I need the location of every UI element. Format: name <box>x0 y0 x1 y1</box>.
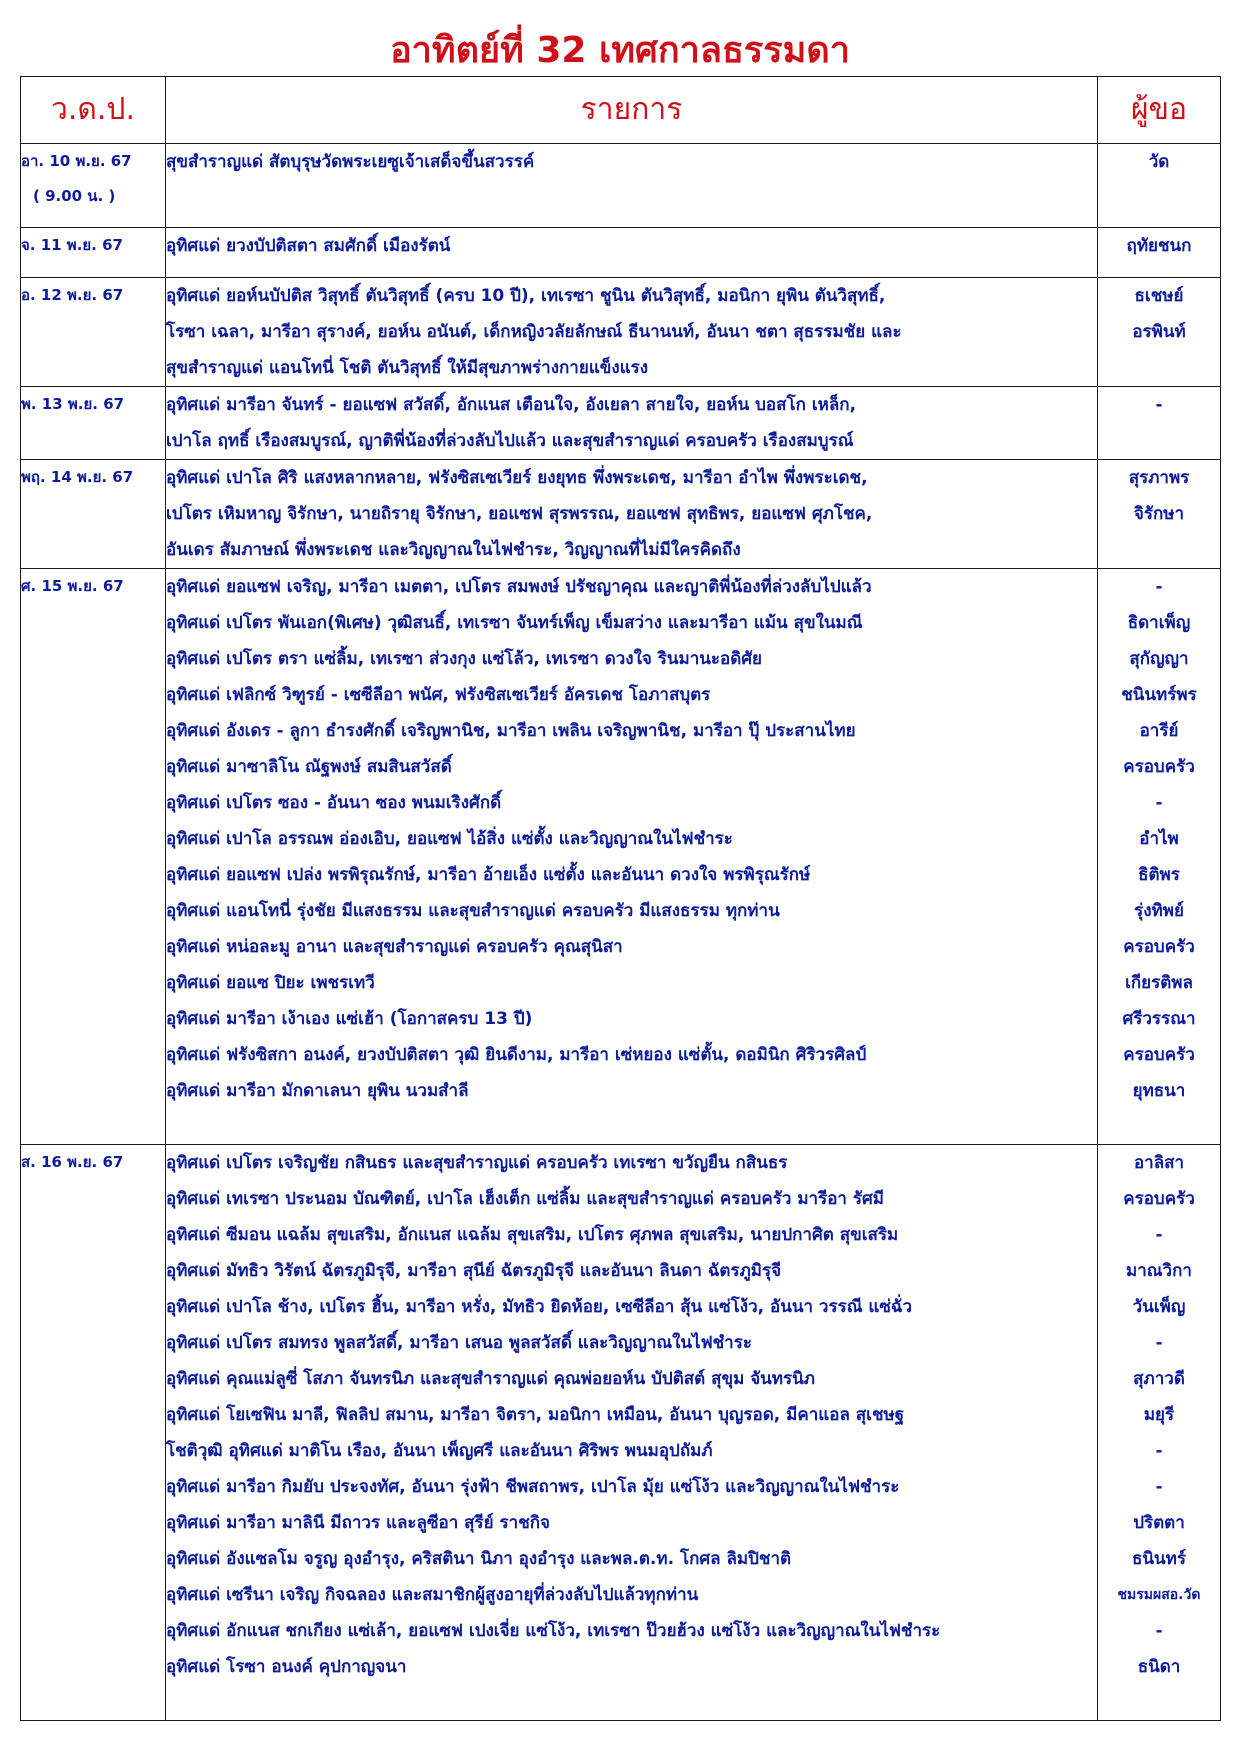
intention-line: อุทิศแด่ ยวงบัปติสตา สมศักดิ์ เมืองรัตน์ <box>166 236 451 256</box>
requester-name: ยุทธนา <box>1132 1081 1186 1101</box>
requester-name: อำไพ <box>1139 829 1179 849</box>
requester-name: ธนินทร์ <box>1132 1549 1186 1569</box>
requester-name: ครอบครัว <box>1123 757 1195 777</box>
date-text: ศ. 15 พ.ย. 67 <box>21 577 124 595</box>
requester-name: รุ่งทิพย์ <box>1134 901 1184 921</box>
requester-cell <box>1098 460 1221 569</box>
intention-line: อุทิศแด่ แอนโทนี่ รุ่งชัย มีแสงธรรม และสุขสำราญแด่ ครอบครัว มีแสงธรรม ทุกท่าน <box>166 901 780 921</box>
requester-cell <box>1098 278 1221 387</box>
requester-name: ธนิดา <box>1137 1657 1181 1677</box>
requester-name: - <box>1155 1225 1163 1245</box>
header-date: ว.ด.ป. <box>21 77 166 144</box>
intention-line: อุทิศแด่ ยอแซ ปิยะ เพชรเทวี <box>166 973 375 993</box>
date-cell <box>21 228 166 278</box>
intention-line: อุทิศแด่ เซรีนา เจริญ กิจฉลอง และสมาชิกผู้สูงอายุที่ล่วงลับไปแล้วทุกท่าน <box>166 1585 699 1605</box>
requester-name: - <box>1155 793 1163 813</box>
requester-name: ธิติพร <box>1138 865 1180 885</box>
intention-cell <box>166 569 1098 1145</box>
intention-line: อุทิศแด่ มารีอา กิมยับ ประจงทัศ, อันนา รุ่งฟ้า ชีพสถาพร, เปาโล มุ้ย แซ่โง้ว และวิญญาณในไฟชำระ <box>166 1477 900 1497</box>
requester-name: ครอบครัว <box>1123 937 1195 957</box>
intention-line: อุทิศแด่ เปโตร สมทรง พูลสวัสดิ์, มารีอา เสนอ พูลสวัสดิ์ และวิญญาณในไฟชำระ <box>166 1333 752 1353</box>
intention-line: อุทิศแด่ คุณแม่ลูซี่ โสภา จันทรนิภ และสุขสำราญแด่ คุณพ่อยอห์น บัปติสต์ สุขุม จันทรนิภ <box>166 1369 815 1389</box>
table-row <box>21 569 1221 1145</box>
intention-line: อุทิศแด่ เปาโล ช้าง, เปโตร ฮิ้น, มารีอา หรั่ง, มัทธิว ยิดห้อย, เซซีลีอา สุ้น แซ่โง้ว, อันนา วรรณี แซ่ฉั่ว <box>166 1297 913 1317</box>
intention-line: อุทิศแด่ อักแนส ชกเกียง แซ่เล้า, ยอแซฟ เปงเจี่ย แซ่โง้ว, เทเรซา ป๊วยฮ้วง แซ่โง้ว และวิญญาณในไฟชำระ <box>166 1621 941 1641</box>
requester-name: - <box>1155 577 1163 597</box>
requester-name: มาณวิกา <box>1126 1261 1192 1281</box>
table-row <box>21 1145 1221 1721</box>
intention-cell <box>166 387 1098 460</box>
requester-name: สุภาวดี <box>1133 1369 1185 1389</box>
intention-line: อุทิศแด่ ยอแซฟ เจริญ, มารีอา เมตตา, เปโตร สมพงษ์ ปรัชญาคุณ และญาติพี่น้องที่ล่วงลับไปแล้ว <box>166 577 872 597</box>
intention-line: อุทิศแด่ ซีมอน แฉล้ม สุขเสริม, อักแนส แฉล้ม สุขเสริม, เปโตร ศุภพล สุขเสริม, นายปกาศิต สุขเสริม <box>166 1225 899 1245</box>
requester-name: อารีย์ <box>1139 721 1179 741</box>
requester-name: - <box>1155 1621 1163 1641</box>
schedule-table <box>20 76 1221 1721</box>
header-row <box>21 77 1221 144</box>
intention-line: อุทิศแด่ เปโตร เจริญชัย กสินธร และสุขสำราญแด่ ครอบครัว เทเรซา ขวัญยืน กสินธร <box>166 1153 788 1173</box>
intention-line: โชติวุฒิ อุทิศแด่ มาติโน เรือง, อันนา เพ็ญศรี และอันนา ศิริพร พนมอุปถัมภ์ <box>166 1441 713 1461</box>
intention-line: อุทิศแด่ อังแซลโม จรูญ อุงอำรุง, คริสตินา นิภา อุงอำรุง และพล.ต.ท. โกศล ลิมปิชาติ <box>166 1549 792 1569</box>
requester-name: วันเพ็ญ <box>1132 1297 1186 1317</box>
intention-line: อุทิศแด่ อังเดร - ลูกา ธำรงศักดิ์ เจริญพานิช, มารีอา เพลิน เจริญพานิช, มารีอา ปุ๊ ประสานไทย <box>166 721 856 741</box>
intention-line: เปาโล ฤทธิ์ เรืองสมบูรณ์, ญาติพี่น้องที่ล่วงลับไปแล้ว และสุขสำราญแด่ ครอบครัว เรืองสมบูรณ์ <box>166 431 854 451</box>
requester-cell <box>1098 569 1221 1145</box>
intention-cell <box>166 460 1098 569</box>
intention-line: อุทิศแด่ เปโตร พันเอก(พิเศษ) วุฒิสนธิ์, เทเรซา จันทร์เพ็ญ เข็มสว่าง และมารีอา แม้น สุขในมณี <box>166 613 863 633</box>
intention-cell <box>166 228 1098 278</box>
intention-line: โรซา เฉลา, มารีอา สุรางค์, ยอห์น อนันต์, เด็กหญิงวลัยลักษณ์ ธีนานนท์, อันนา ชตา สุธรรมชัย และ <box>166 322 902 342</box>
table-row <box>21 278 1221 387</box>
intention-line: อุทิศแด่ มารีอา จันทร์ - ยอแซฟ สวัสดิ์, อักแนส เตือนใจ, อังเยลา สายใจ, ยอห์น บอสโก เหล็ก, <box>166 395 857 415</box>
requester-cell <box>1098 1145 1221 1721</box>
intention-cell <box>166 1145 1098 1721</box>
date-text: อ. 12 พ.ย. 67 <box>21 286 124 304</box>
date-text: อา. 10 พ.ย. 67 <box>21 152 132 170</box>
intention-line: อุทิศแด่ มาซาลิโน ณัฐพงษ์ สมสินสวัสดิ์ <box>166 757 452 777</box>
requester-name: สุรภาพร <box>1128 468 1190 488</box>
intention-line: อันเดร สัมภาษณ์ พึ่งพระเดช และวิญญาณในไฟชำระ, วิญญาณที่ไม่มีใครคิดถึง <box>166 540 741 560</box>
requester-name: ครอบครัว <box>1123 1045 1195 1065</box>
date-text: ส. 16 พ.ย. 67 <box>21 1153 124 1171</box>
table-row <box>21 144 1221 228</box>
intention-line: อุทิศแด่ เทเรซา ประนอม บัณฑิตย์, เปาโล เฮ็งเต็ก แซ่ลิ้ม และสุขสำราญแด่ ครอบครัว มารีอา รัศมี <box>166 1189 885 1209</box>
intention-line: อุทิศแด่ ยอแซฟ เปล่ง พรพิรุณรักษ์, มารีอา อ้ายเอ็ง แซ่ตั้ง และอันนา ดวงใจ พรพิรุณรักษ์ <box>166 865 811 885</box>
schedule-body <box>21 144 1221 1721</box>
header-items: รายการ <box>166 77 1098 144</box>
intention-line: อุทิศแด่ ยอห์นบัปติส วิสุทธิ์ ตันวิสุทธิ์ (ครบ 10 ปี), เทเรซา ชูนิน ตันวิสุทธิ์, มอนิกา ยุพิน ตันวิสุทธิ์, <box>166 286 886 306</box>
intention-line: อุทิศแด่ เปโตร ซอง - อันนา ซอง พนมเริงศักดิ์ <box>166 793 502 813</box>
date-cell <box>21 1145 166 1721</box>
requester-name: สุกัญญา <box>1129 649 1189 669</box>
requester-name: ธเชษย์ <box>1134 286 1184 306</box>
page-title: อาทิตย์ที่ 32 เทศกาลธรรมดา <box>390 30 850 71</box>
intention-line: อุทิศแด่ ฟรังซิสกา อนงค์, ยวงบัปติสตา วุฒิ ยินดีงาม, มารีอา เซ่หยอง แซ่ตั้น, ดอมินิก ศิริวรศิลป์ <box>166 1045 867 1065</box>
date-cell <box>21 460 166 569</box>
intention-line: อุทิศแด่ มารีอา เง้าเอง แซ่เฮ้า (โอกาสครบ 13 ปี) <box>166 1009 533 1029</box>
intention-cell <box>166 144 1098 228</box>
date-text: จ. 11 พ.ย. 67 <box>21 236 123 254</box>
requester-name: เกียรติพล <box>1125 973 1193 993</box>
requester-name: มยุรี <box>1143 1405 1175 1425</box>
requester-name: - <box>1155 395 1163 415</box>
requester-name: ปริตตา <box>1133 1513 1185 1533</box>
intention-line: อุทิศแด่ มารีอา มักดาเลนา ยุพิน นวมสำลี <box>166 1081 469 1101</box>
requester-cell <box>1098 387 1221 460</box>
date-text: พฤ. 14 พ.ย. 67 <box>21 468 134 486</box>
date-cell <box>21 144 166 228</box>
requester-cell <box>1098 228 1221 278</box>
requester-name: วัด <box>1148 152 1170 172</box>
intention-line: อุทิศแด่ เฟลิกซ์ วิฑูรย์ - เซซีลีอา พนัศ, ฟรังซิสเซเวียร์ อัครเดช โอภาสบุตร <box>166 685 711 705</box>
requester-name: ธิดาเพ็ญ <box>1127 613 1191 633</box>
intention-line: อุทิศแด่ มารีอา มาลินี มีถาวร และลูซีอา สุรีย์ ราชกิจ <box>166 1513 551 1533</box>
requester-name: - <box>1155 1333 1163 1353</box>
intention-line: อุทิศแด่ เปโตร ตรา แซ่ลิ้ม, เทเรซา ส่วงกุง แซ่โล้ว, เทเรซา ดวงใจ รินมานะอดิศัย <box>166 649 763 669</box>
date-cell <box>21 278 166 387</box>
requester-name: - <box>1155 1441 1163 1461</box>
requester-name: ชมรมผสอ.วัด <box>1117 1587 1201 1603</box>
table-row <box>21 460 1221 569</box>
intention-cell <box>166 278 1098 387</box>
requester-name: ชนินทร์พร <box>1121 685 1197 705</box>
date-cell <box>21 569 166 1145</box>
requester-name: ฤทัยชนก <box>1126 236 1192 256</box>
intention-line: สุขสำราญแด่ แอนโทนี่ โชติ ตันวิสุทธิ์ ให้มีสุขภาพร่างกายแข็งแรง <box>166 358 649 378</box>
requester-cell <box>1098 144 1221 228</box>
requester-name: อาลิสา <box>1133 1153 1185 1173</box>
date-text: พ. 13 พ.ย. 67 <box>21 395 125 413</box>
intention-line: อุทิศแด่ โรซา อนงค์ คุปกาญจนา <box>166 1657 407 1677</box>
table-row <box>21 228 1221 278</box>
intention-line: อุทิศแด่ เปาโล ศิริ แสงหลากหลาย, ฟรังซิสเซเวียร์ ยงยุทธ พึ่งพระเดช, มารีอา อำไพ พึ่งพระเดช, <box>166 468 868 488</box>
table-row <box>21 387 1221 460</box>
intention-line: อุทิศแด่ เปาโล อรรณพ อ่องเอิบ, ยอแซฟ ไอ้สิ่ง แซ่ตั้ง และวิญญาณในไฟชำระ <box>166 829 733 849</box>
requester-name: จิรักษา <box>1133 504 1185 524</box>
intention-line: อุทิศแด่ มัทธิว วิรัตน์ ฉัตรภูมิรุจี, มารีอา สุนีย์ ฉัตรภูมิรุจี และอันนา ลินดา ฉัตรภูมิรุจี <box>166 1261 782 1281</box>
intention-line: อุทิศแด่ โยเซฟิน มาลี, ฟิลลิป สมาน, มารีอา จิตรา, มอนิกา เหมือน, อันนา บุญรอด, มีคาแอล สุเชษฐ <box>166 1405 905 1425</box>
requester-name: ศรีวรรณา <box>1122 1009 1196 1029</box>
date-text: ( 9.00 น. ) <box>33 187 116 205</box>
intention-line: อุทิศแด่ หน่อละมู อานา และสุขสำราญแด่ ครอบครัว คุณสุนิสา <box>166 937 623 957</box>
requester-name: - <box>1155 1477 1163 1497</box>
intention-line: เปโตร เหิมหาญ จิรักษา, นายถิรายุ จิรักษา, ยอแซฟ สุรพรรณ, ยอแซฟ สุทธิพร, ยอแซฟ ศุภโชค, <box>166 504 873 524</box>
requester-name: ครอบครัว <box>1123 1189 1195 1209</box>
header-requester: ผู้ขอ <box>1098 77 1221 144</box>
intention-line: สุขสำราญแด่ สัตบุรุษวัดพระเยซูเจ้าเสด็จขึ้นสวรรค์ <box>166 152 535 172</box>
date-cell <box>21 387 166 460</box>
requester-name: อรพินท์ <box>1132 322 1186 342</box>
